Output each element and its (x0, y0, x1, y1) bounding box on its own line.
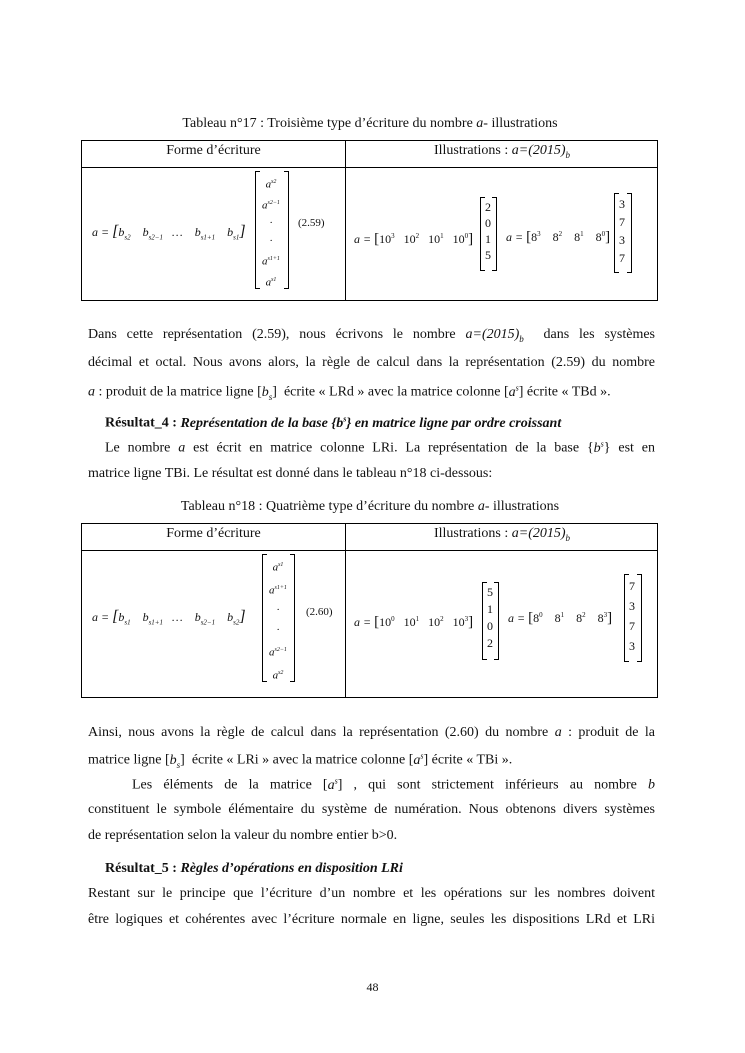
result5-title: Règles d’opérations en disposition LRi (180, 861, 403, 876)
column-divider (345, 524, 346, 697)
example-decimal-column: 5 1 0 2 (487, 585, 493, 650)
equation-number: (2.60) (306, 606, 333, 618)
para2-line2: matrice ligne $[b_s]$ écrite « LRi » avec la matrice colonne $[a^s]$ écrite « TBi ». (88, 751, 513, 770)
result5-line2: être logiques et cohérentes avec l’écriture normale en ligne, seules les dispositions LRd et LRi (88, 912, 655, 927)
table17-caption (80, 116, 660, 132)
caption-text: Tableau n°18 : Quatrième type d’écriture du nombre (180, 499, 478, 514)
para2-line4: constituent le symbole élémentaire du système de numération. Nous obtenons divers systèmes (88, 802, 655, 817)
result5-line1: Restant sur le principe que l’écriture d’un nombre et les opérations sur les nombres doivent (88, 886, 655, 901)
result4-line1: Le nombre a est écrit en matrice colonne LRi. La représentation de la base $\{b^s\}$ est en (105, 439, 655, 456)
para1-line3: a : produit de la matrice ligne $[b_s]$ écrite « LRd » avec la matrice colonne $[a^s]$ écrite « TBd ». (88, 383, 611, 402)
header-illustrations (345, 143, 659, 160)
example-decimal-row: $a = [10^3$ $10^2$ $10^1$ $10^0$] (354, 231, 474, 247)
example-octal-row: $a = [8^3$ $8^2$ $8^1$ $8^0$] (506, 229, 611, 245)
row-matrix-formula: $a = [b_{s2}$ $b_{s2-1}$ … $b_{s1+1}$ $b_{s1}$] (92, 223, 246, 242)
para1-line2: décimal et octal. Nous avons alors, la règle de calcul dans la représentation (2.59) du nombre (88, 355, 655, 370)
result4-label: Résultat_4 : (105, 415, 181, 431)
result5-heading (105, 861, 403, 877)
column-divider (345, 141, 346, 300)
caption-text: Tableau n°17 : Troisième type d’écriture du nombre (182, 116, 477, 131)
header-form: Forme d’écriture (166, 526, 261, 541)
page-number: 48 (366, 980, 379, 994)
example-octal-bracket-right (637, 574, 642, 662)
para2-line3: Les éléments de la matrice $[a^s]$ , qui sont strictement inférieurs au nombre b (132, 776, 655, 793)
column-matrix: $a^{s1}$ $a^{s1+1}$ · · $a^{s2-1}$ $a^{s2}$ (269, 561, 287, 682)
row-matrix-formula: $a = [b_{s1}$ $b_{s1+1}$ … $b_{s2-1}$ $b_{s2}$] (92, 608, 246, 627)
header-illustrations-label: Illustrations : (433, 526, 512, 541)
example-octal-row: $a = [8^0$ $8^1$ $8^2$ $8^3$] (508, 610, 613, 626)
header-illustrations (345, 526, 659, 543)
result4-line2: matrice ligne TBi. Le résultat est donné dans le tableau n°18 ci-dessous: (88, 466, 493, 481)
caption-suffix: - illustrations (484, 499, 560, 514)
column-matrix: $a^{s2}$ $a^{s2-1}$ · · $a^{s1+1}$ $a^{s1}$ (262, 178, 280, 289)
example-octal-column: 7 3 7 3 (629, 579, 635, 653)
para2-line5: de représentation selon la valeur du nombre entier b>0. (88, 828, 398, 843)
equation-number: (2.59) (298, 217, 325, 229)
example-octal-column: 3 7 3 7 (619, 197, 625, 265)
para2-line1: Ainsi, nous avons la règle de calcul dans la représentation (2.60) du nombre a : produit de la (88, 725, 655, 740)
table18 (81, 523, 658, 698)
header-illustrations-label: Illustrations : (433, 143, 512, 158)
caption-suffix: - illustrations (483, 116, 558, 131)
example-decimal-row: $a = [10^0$ $10^1$ $10^2$ $10^3$] (354, 614, 474, 630)
para1-line1: Dans cette représentation (2.59), nous écrivons le nombre $a=(2015)_b$ dans les systèmes (88, 327, 656, 344)
result5-label: Résultat_5 : (105, 861, 181, 876)
column-bracket-right (284, 171, 289, 289)
example-octal-bracket-right (627, 193, 632, 273)
table17 (81, 140, 658, 301)
header-form: Forme d’écriture (166, 143, 261, 158)
table18-caption (80, 499, 660, 515)
header-sub: b (565, 532, 571, 543)
result4-heading: Résultat_4 : Représentation de la base $\{b^s\}$ en matrice ligne par ordre croissant (105, 414, 562, 431)
example-decimal-column: 2 0 1 5 (485, 200, 491, 262)
header-sub: b (565, 149, 571, 160)
header-math: a=(2015) (511, 143, 566, 158)
caption-variable: a (476, 116, 484, 131)
caption-variable: a (477, 499, 485, 514)
header-math: a=(2015) (511, 526, 566, 541)
